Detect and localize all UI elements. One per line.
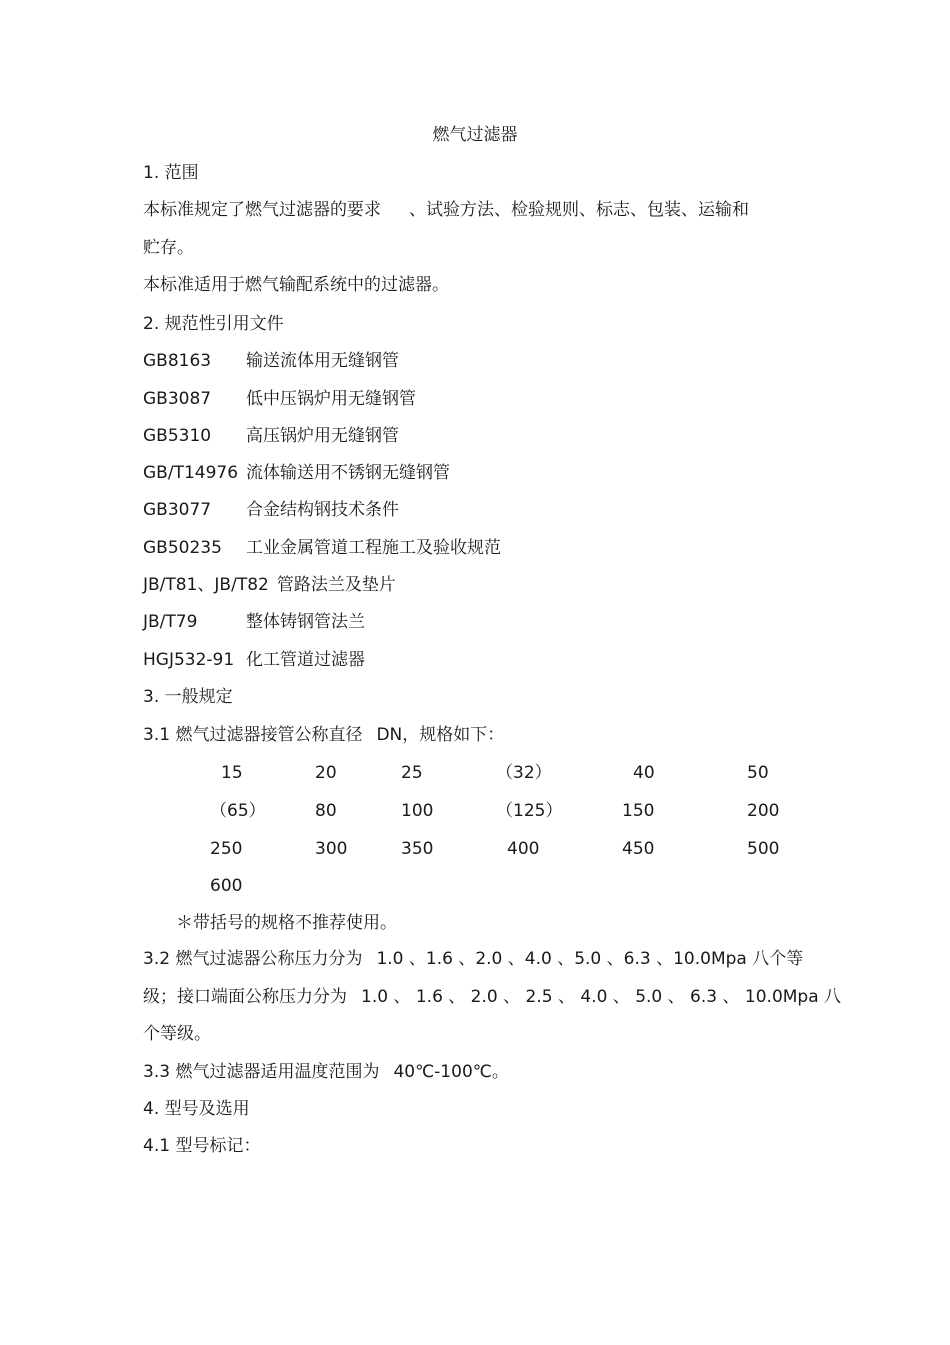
dn-size-cell: 450 bbox=[622, 839, 655, 859]
section-3-1-part-b: DN，规格如下： bbox=[376, 725, 505, 745]
section-3-2-line-3: 个等级。 bbox=[143, 1024, 211, 1044]
reference-name: 高压锅炉用无缝钢管 bbox=[246, 426, 399, 446]
dn-size-cell: 50 bbox=[747, 763, 769, 783]
reference-item bbox=[143, 462, 450, 484]
section-3-2-line-2-part-a: 级；接口端面公称压力分为 bbox=[143, 987, 347, 1007]
section-3-3-text bbox=[143, 1061, 509, 1083]
dn-size-cell: 250 bbox=[210, 839, 243, 859]
dn-size-cell: 200 bbox=[747, 801, 780, 821]
section-1-paragraph-2: 本标准适用于燃气输配系统中的过滤器。 bbox=[143, 275, 449, 295]
reference-code: GB5310 bbox=[143, 426, 212, 446]
dn-size-cell: 150 bbox=[622, 801, 655, 821]
reference-item bbox=[143, 611, 365, 633]
section-1-paragraph-1-part-a: 本标准规定了燃气过滤器的要求 bbox=[143, 200, 381, 220]
reference-item bbox=[143, 388, 416, 410]
reference-item bbox=[143, 537, 501, 559]
section-3-3-part-b: 40℃-100℃。 bbox=[393, 1062, 509, 1082]
dn-size-cell: 20 bbox=[315, 763, 337, 783]
reference-name: 合金结构钢技术条件 bbox=[246, 500, 399, 520]
reference-name: 工业金属管道工程施工及验收规范 bbox=[246, 538, 501, 558]
dn-size-cell: 40 bbox=[633, 763, 655, 783]
reference-code: HGJ532-91 bbox=[143, 650, 235, 670]
reference-code: GB3077 bbox=[143, 500, 212, 520]
reference-code: GB50235 bbox=[143, 538, 222, 558]
dn-size-cell: 350 bbox=[401, 839, 434, 859]
section-3-2-line-2 bbox=[143, 986, 841, 1008]
dn-size-cell: 80 bbox=[315, 801, 337, 821]
document-title: 燃气过滤器 bbox=[432, 125, 518, 145]
reference-name: 整体铸钢管法兰 bbox=[246, 612, 365, 632]
section-3-2-line-1-part-a: 3.2 燃气过滤器公称压力分为 bbox=[143, 949, 363, 969]
reference-name: 流体输送用不锈钢无缝钢管 bbox=[246, 463, 451, 483]
reference-item bbox=[143, 574, 396, 596]
section-2-heading: 2. 规范性引用文件 bbox=[143, 314, 284, 334]
dn-size-cell: 500 bbox=[747, 839, 780, 859]
dn-size-cell: （125） bbox=[496, 801, 563, 821]
section-1-paragraph-1 bbox=[143, 199, 749, 221]
reference-name: 管路法兰及垫片 bbox=[276, 575, 396, 595]
dn-size-cell: 600 bbox=[210, 876, 243, 896]
section-1-heading: 1. 范围 bbox=[143, 163, 199, 183]
dn-note: ＊带括号的规格不推荐使用。 bbox=[176, 913, 397, 933]
section-3-2-line-1-part-b: 1.0 、1.6 、2.0 、4.0 、5.0 、6.3 、10.0Mpa 八个等 bbox=[376, 949, 804, 969]
dn-size-cell: 25 bbox=[401, 763, 423, 783]
section-3-2-line-2-part-b: 1.0 、 1.6 、 2.0 、 2.5 、 4.0 、 5.0 、 6.3 、 10.0Mpa 八 bbox=[361, 987, 842, 1007]
dn-size-cell: 300 bbox=[315, 839, 348, 859]
dn-size-cell: 15 bbox=[221, 763, 243, 783]
dn-size-cell: 400 bbox=[507, 839, 540, 859]
reference-name: 低中压锅炉用无缝钢管 bbox=[246, 389, 416, 409]
reference-code: GB8163 bbox=[143, 351, 212, 371]
reference-item bbox=[143, 350, 399, 372]
section-3-3-part-a: 3.3 燃气过滤器适用温度范围为 bbox=[143, 1062, 380, 1082]
dn-size-cell: 100 bbox=[401, 801, 434, 821]
reference-item bbox=[143, 499, 399, 521]
section-4-heading: 4. 型号及选用 bbox=[143, 1099, 250, 1119]
section-1-paragraph-1-continued: 贮存。 bbox=[143, 238, 194, 258]
reference-code: GB3087 bbox=[143, 389, 212, 409]
reference-item bbox=[143, 649, 365, 671]
reference-name: 输送流体用无缝钢管 bbox=[246, 351, 399, 371]
reference-item bbox=[143, 425, 399, 447]
reference-code: JB/T79 bbox=[143, 612, 198, 632]
dn-size-cell: （65） bbox=[210, 801, 266, 821]
reference-name: 化工管道过滤器 bbox=[246, 650, 365, 670]
reference-code: JB/T81、JB/T82 bbox=[143, 575, 269, 595]
dn-size-cell: （32） bbox=[496, 763, 552, 783]
section-4-1-text: 4.1 型号标记： bbox=[143, 1136, 261, 1156]
section-3-heading: 3. 一般规定 bbox=[143, 687, 233, 707]
reference-code: GB/T14976 bbox=[143, 463, 239, 483]
section-3-2-line-1 bbox=[143, 948, 803, 970]
section-1-paragraph-1-part-b: 、试验方法、检验规则、标志、包装、运输和 bbox=[409, 200, 749, 220]
section-3-1-part-a: 3.1 燃气过滤器接管公称直径 bbox=[143, 725, 363, 745]
section-3-1-text bbox=[143, 724, 504, 746]
